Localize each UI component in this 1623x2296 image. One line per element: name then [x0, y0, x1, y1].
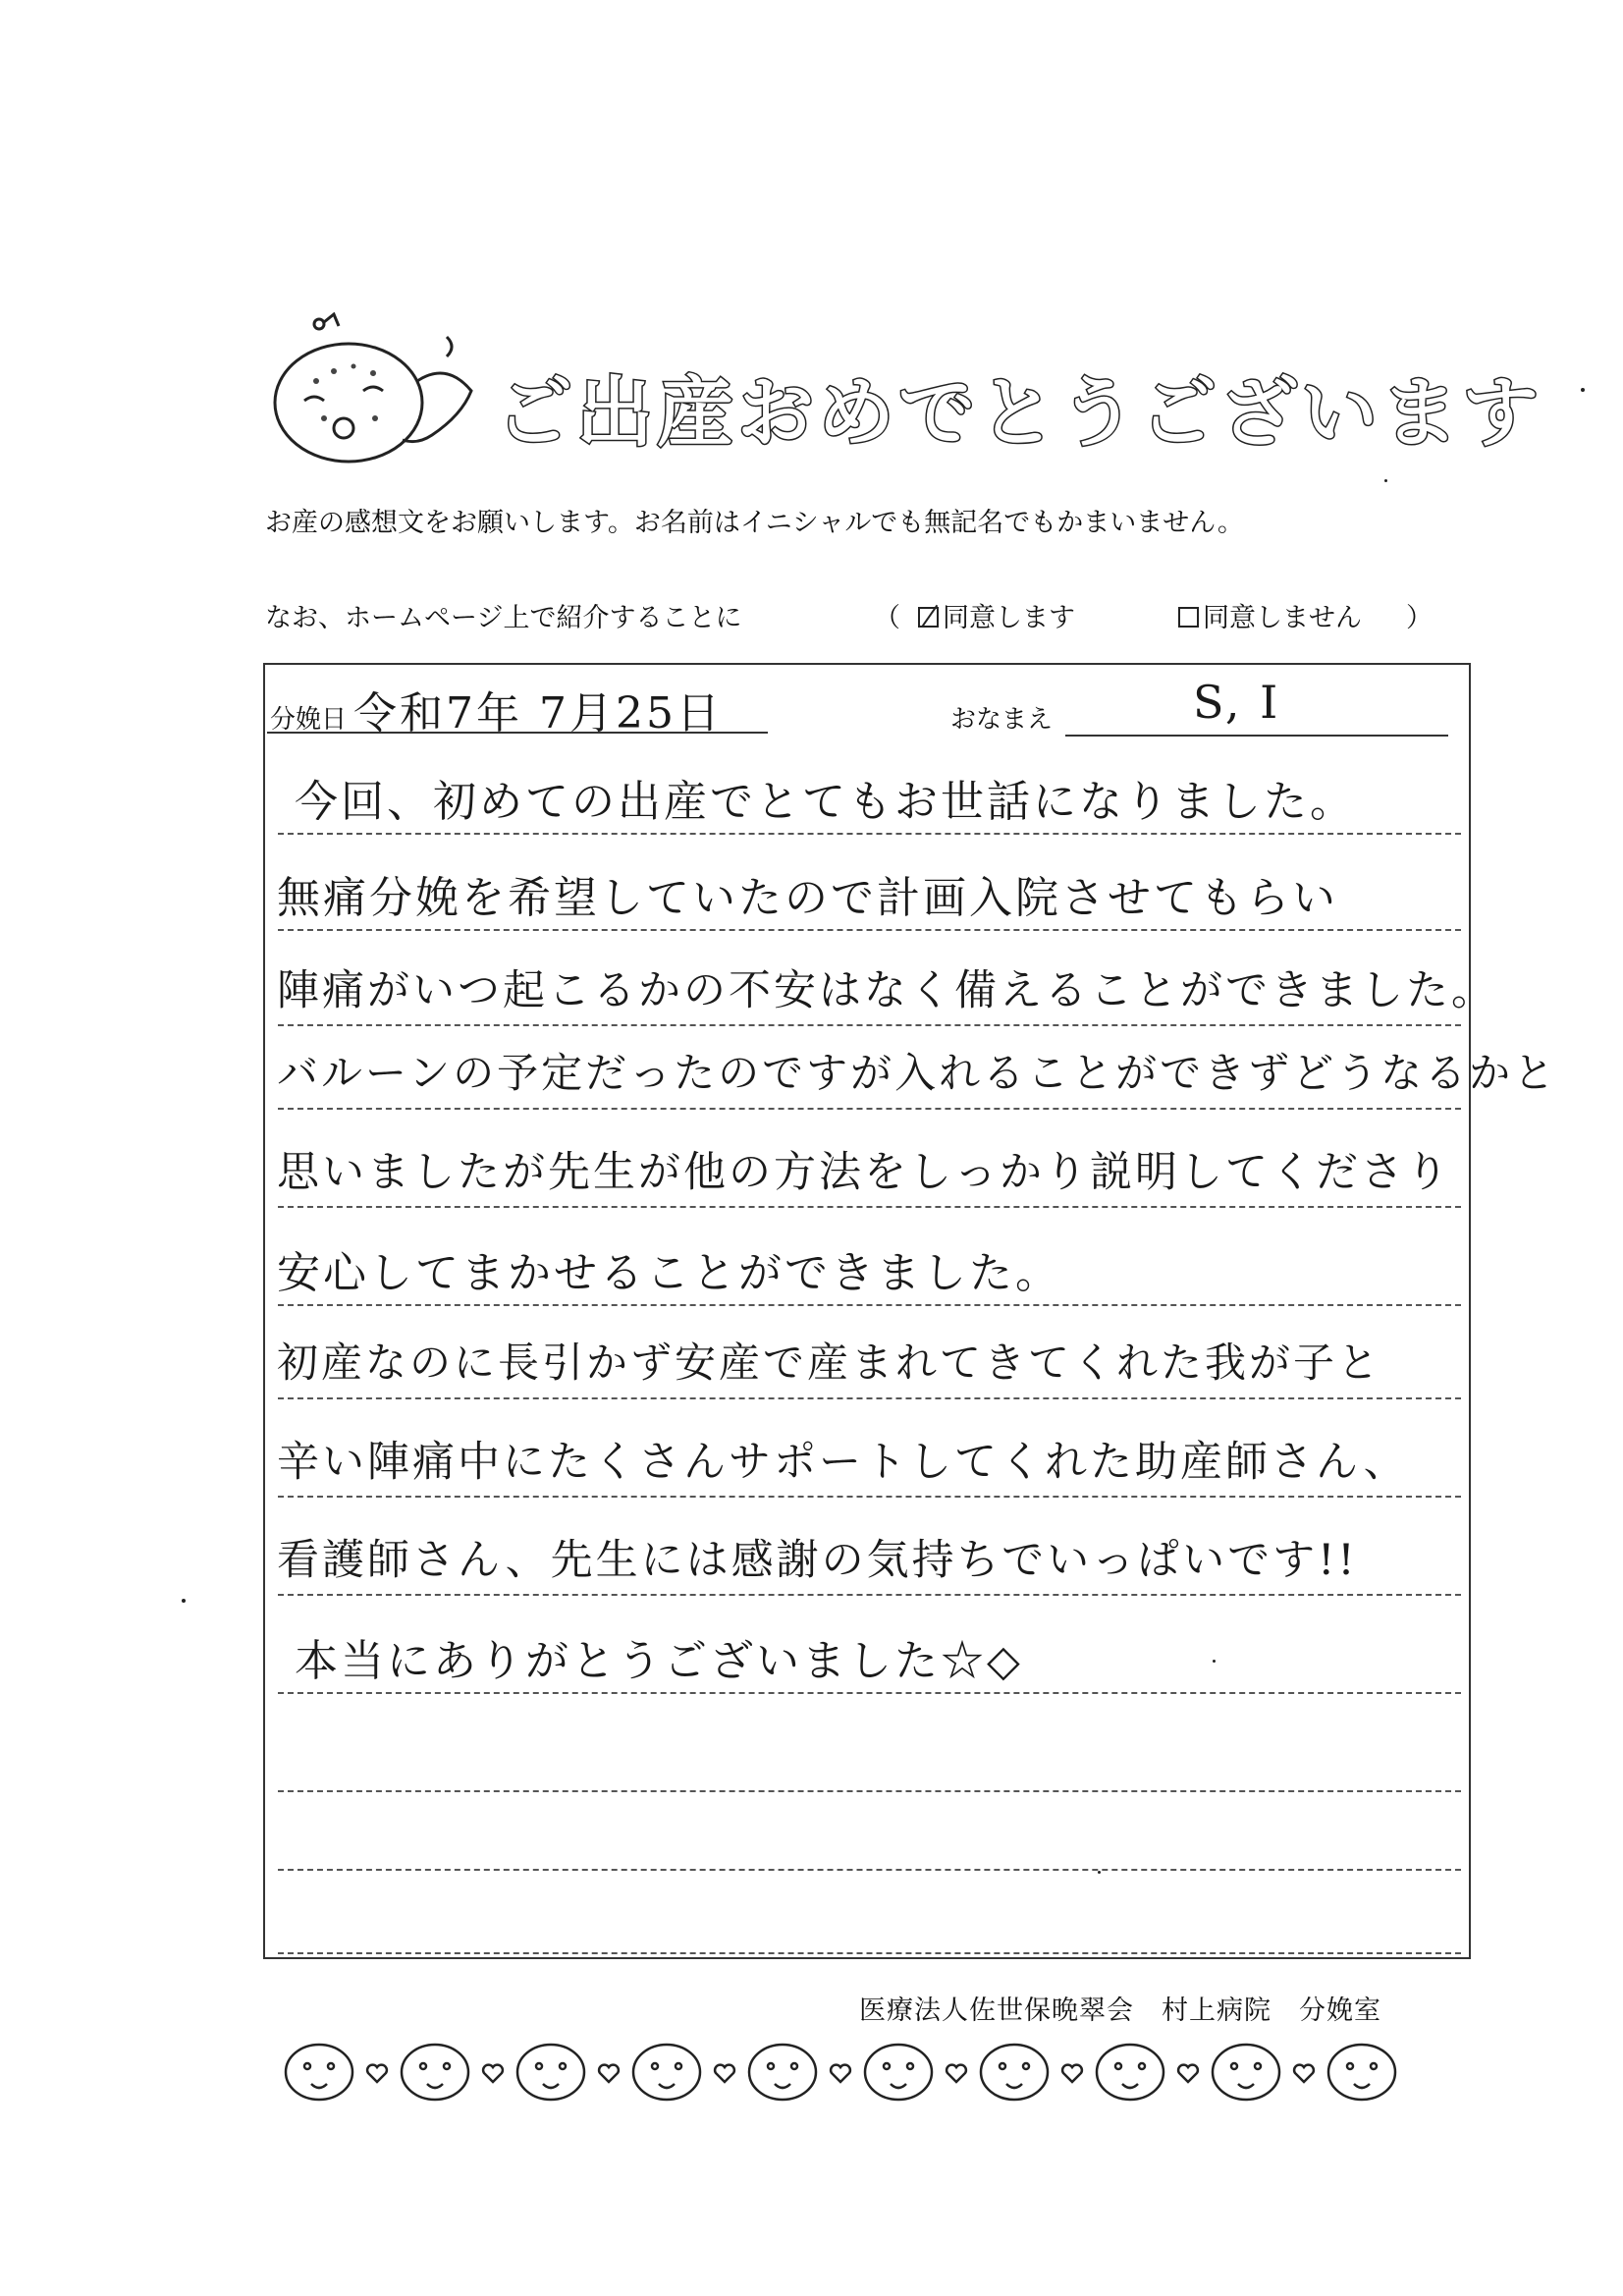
ruled-line: [278, 1594, 1461, 1596]
delivery-date-value[interactable]: 令和7年 7月25日: [353, 688, 723, 738]
ruled-line: [278, 1206, 1461, 1208]
ruled-line: [278, 1024, 1461, 1026]
comment-line-text[interactable]: 辛い陣痛中にたくさんサポートしてくれた助産師さん、: [277, 1438, 1409, 1487]
agree-option[interactable]: [918, 596, 1075, 634]
ruled-line: [278, 833, 1461, 835]
comment-line-text[interactable]: 陣痛がいつ起こるかの不安はなく備えることができました。: [277, 966, 1496, 1015]
paren-open: （: [874, 603, 900, 633]
agree-label: 同意します: [943, 603, 1075, 633]
date-underline: [267, 732, 768, 734]
comment-line-text[interactable]: 思いましたが先生が他の方法をしっかり説明してくださり: [277, 1148, 1451, 1197]
delivery-date-label: 分娩日: [270, 705, 348, 735]
ruled-line: [278, 1952, 1461, 1954]
footer-organization: 医療法人佐世保晩翠会 村上病院 分娩室: [859, 1995, 1381, 2026]
name-underline: [1065, 735, 1448, 737]
ruled-line: [278, 1869, 1461, 1871]
ruled-line: [278, 1304, 1461, 1306]
comment-line-text[interactable]: 今回、初めての出産でとてもお世話になりました。: [295, 777, 1356, 827]
ruled-line: [278, 1397, 1461, 1399]
comment-line-text[interactable]: バルーンの予定だったのですが入れることができずどうなるかと: [277, 1049, 1558, 1097]
comment-line-text[interactable]: 安心してまかせることができました。: [277, 1248, 1061, 1298]
comment-form-box: [263, 663, 1471, 1959]
comment-line-text[interactable]: 本当にありがとうございました☆◇: [295, 1636, 1023, 1686]
disagree-checkbox[interactable]: [1178, 607, 1199, 628]
disagree-label: 同意しません: [1203, 603, 1362, 633]
scan-speck: [182, 1599, 186, 1603]
ruled-line: [278, 1790, 1461, 1792]
scan-speck: [1098, 1871, 1101, 1874]
ruled-line: [278, 929, 1461, 931]
ruled-line: [278, 1496, 1461, 1498]
publish-consent-prompt: なお、ホームページ上で紹介することに: [265, 603, 742, 633]
name-label: おなまえ: [950, 705, 1054, 735]
scan-speck: [1581, 388, 1585, 392]
comment-line-text[interactable]: 無痛分娩を希望していたので計画入院させてもらい: [277, 873, 1338, 923]
scan-speck: [1384, 479, 1387, 482]
paren-close: ）: [1406, 603, 1433, 633]
disagree-option[interactable]: [1178, 596, 1362, 634]
scan-speck: [1213, 1660, 1216, 1663]
comment-line-text[interactable]: 初産なのに長引かず安産で産まれてきてくれた我が子と: [277, 1339, 1382, 1387]
comment-line-text[interactable]: 看護師さん、先生には感謝の気持ちでいっぱいです!!: [277, 1536, 1358, 1585]
header-banner: [265, 312, 1543, 479]
request-text: お産の感想文をお願いします。お名前はイニシャルでも無記名でもかまいません。: [265, 508, 1244, 538]
name-value[interactable]: S, I: [1193, 676, 1281, 729]
ruled-line: [278, 1692, 1461, 1694]
agree-checkbox[interactable]: [918, 607, 939, 628]
banner-title: ご出産おめでとうございます: [496, 369, 1543, 458]
baby-faces-decoration-icon: [280, 2033, 1458, 2111]
baby-illustration-icon: [265, 312, 491, 479]
ruled-line: [278, 1108, 1461, 1110]
